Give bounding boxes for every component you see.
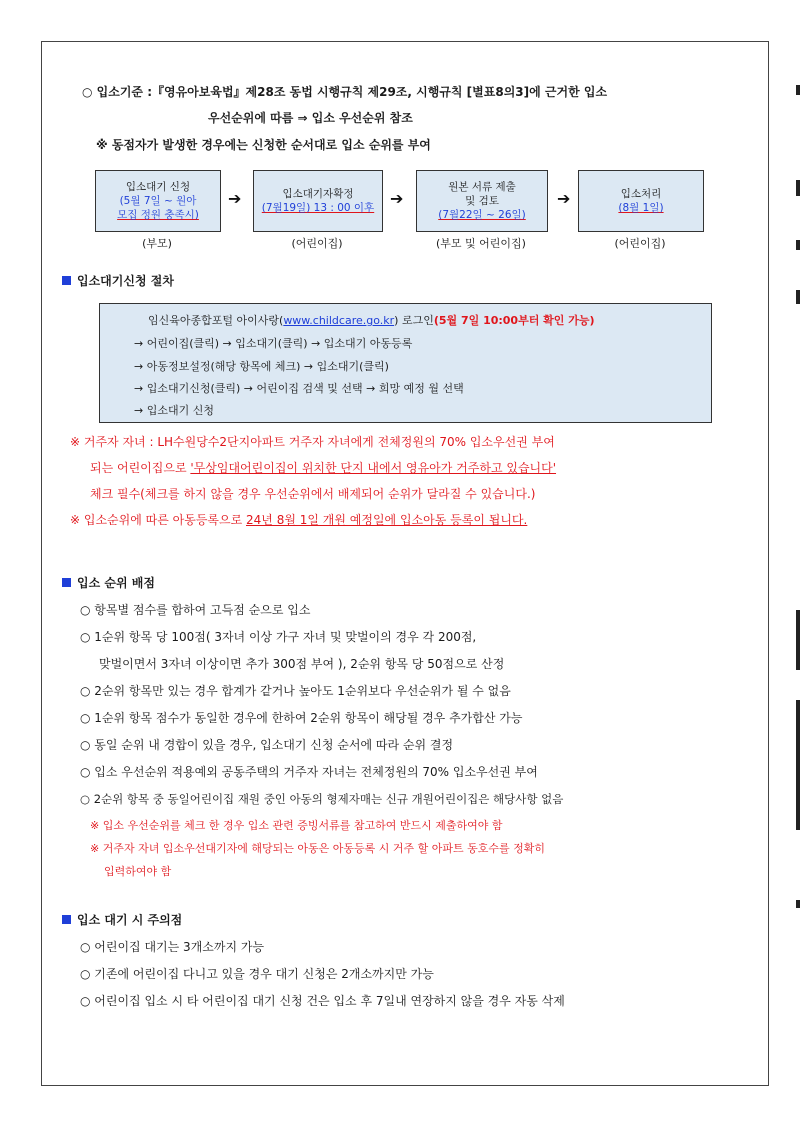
- ranking-item: ○ 2순위 항목만 있는 경우 합계가 같거나 높아도 1순위보다 우선순위가 될 수 없음: [80, 684, 511, 698]
- flow-step-title: 입소대기 신청: [125, 181, 191, 193]
- procedure-box: [99, 303, 712, 423]
- procedure-heading: [62, 273, 174, 289]
- flow-step-1: [95, 170, 221, 232]
- flow-step-3: [416, 170, 548, 232]
- flow-step-detail: (7월19일) 13 : 00 이후: [261, 202, 375, 214]
- procedure-heading-text: 입소대기신청 절차: [77, 274, 174, 288]
- ranking-red-note: ※ 입소 우선순위를 체크 한 경우 입소 관련 증빙서류를 참고하여 반드시 제출하여야 함: [90, 819, 503, 832]
- procedure-step: → 입소대기 신청: [134, 404, 214, 417]
- priority-note-text: ※ 입소순위에 따른 아동등록으로: [70, 513, 247, 527]
- bullet-square-icon: [62, 276, 71, 285]
- flow-step-detail: (7월22일 ~ 26일): [438, 209, 526, 221]
- resident-note-line-3: 체크 필수(체크를 하지 않을 경우 우선순위에서 배제되어 순위가 달라질 수 있습니다.): [90, 487, 536, 501]
- criteria-line-1: ○ 입소기준 :『영유아보육법』제28조 동법 시행규칙 제29조, 시행규칙 [별표8의3]에 근거한 입소: [82, 85, 608, 99]
- ranking-item: ○ 1순위 항목 점수가 동일한 경우에 한하여 2순위 항목이 해당될 경우 추가합산 가능: [80, 711, 523, 725]
- flow-step-detail: 및 검토: [465, 195, 499, 207]
- flow-step-1-actor: (부모): [142, 237, 172, 250]
- ranking-heading-text: 입소 순위 배점: [77, 576, 155, 590]
- ranking-item: ○ 항목별 점수를 합하여 고득점 순으로 입소: [80, 603, 311, 617]
- flow-step-detail: (8월 1일): [618, 202, 664, 214]
- ranking-red-note: ※ 거주자 자녀 입소우선대기자에 해당되는 아동은 아동등록 시 거주 할 아파트 동호수를 정확히: [90, 842, 545, 855]
- flow-arrow-icon: ➔: [390, 189, 404, 208]
- flow-step-title: 입소대기자확정: [282, 188, 354, 200]
- priority-note-highlight: 24년 8월 1일 개원 예정일에 입소아동 등록이 됩니다.: [246, 513, 528, 527]
- resident-checkbox-label: '무상임대어린이집이 위치한 단지 내에서 영유아가 거주하고 있습니다': [190, 461, 557, 475]
- ranking-item: ○ 1순위 항목 당 100점( 3자녀 이상 가구 자녀 및 맞벌이의 경우 각 200점,: [80, 630, 477, 644]
- flow-step-4-actor: (어린이집): [614, 237, 666, 250]
- priority-note: [70, 512, 527, 528]
- portal-login-suffix: ) 로그인: [394, 314, 434, 327]
- resident-note-line-1: ※ 거주자 자녀 : LH수원당수2단지아파트 거주자 자녀에게 전체정원의 70% 입소우선권 부여: [70, 435, 555, 449]
- cautions-heading-text: 입소 대기 시 주의점: [77, 913, 183, 927]
- ranking-red-note: 입력하여야 함: [104, 865, 172, 878]
- flow-step-4: [578, 170, 704, 232]
- resident-note-text: 되는 어린이집으로: [90, 461, 191, 475]
- bullet-square-icon: [62, 578, 71, 587]
- portal-date-note: (5월 7일 10:00부터 확인 가능): [433, 314, 595, 327]
- ranking-item: 맞벌이면서 3자녀 이상이면 추가 300점 부여 ), 2순위 항목 당 50점으로 산정: [99, 657, 505, 671]
- flow-step-3-actor: (부모 및 어린이집): [436, 237, 526, 250]
- portal-login-line: [148, 312, 595, 328]
- flow-step-detail: 모집 정원 충족시): [117, 209, 199, 221]
- ranking-item: ○ 입소 우선순위 적용예외 공동주택의 거주자 자녀는 전체정원의 70% 입소우선권 부여: [80, 765, 538, 779]
- portal-login-text: 임신육아종합포털 아이사랑(: [148, 314, 284, 327]
- flow-step-detail: (5월 7일 ~ 원아: [119, 195, 197, 207]
- flow-step-title: 원본 서류 제출: [448, 181, 516, 193]
- caution-item: ○ 어린이집 입소 시 타 어린이집 대기 신청 건은 입소 후 7일내 연장하지 않을 경우 자동 삭제: [80, 994, 565, 1008]
- flow-step-title: 입소처리: [620, 188, 662, 200]
- ranking-item: ○ 동일 순위 내 경합이 있을 경우, 입소대기 신청 순서에 따라 순위 결정: [80, 738, 454, 752]
- ranking-item: ○ 2순위 항목 중 동일어린이집 재원 중인 아동의 형제자매는 신규 개원어린이집은 해당사항 없음: [80, 792, 564, 806]
- ranking-heading: [62, 575, 155, 591]
- cautions-heading: [62, 912, 182, 928]
- flow-step-2: [253, 170, 383, 232]
- portal-url-link[interactable]: www.childcare.go.kr: [283, 314, 395, 327]
- flow-arrow-icon: ➔: [557, 189, 571, 208]
- tie-note: ※ 동점자가 발생한 경우에는 신청한 순서대로 입소 순위를 부여: [96, 138, 431, 152]
- procedure-step: → 아동정보설정(해당 항목에 체크) → 입소대기(클릭): [134, 360, 389, 373]
- flow-step-2-actor: (어린이집): [291, 237, 343, 250]
- procedure-step: → 어린이집(클릭) → 입소대기(클릭) → 입소대기 아동등록: [134, 337, 413, 350]
- resident-note-line-2: [90, 460, 556, 476]
- caution-item: ○ 어린이집 대기는 3개소까지 가능: [80, 940, 265, 954]
- caution-item: ○ 기존에 어린이집 다니고 있을 경우 대기 신청은 2개소까지만 가능: [80, 967, 434, 981]
- flow-arrow-icon: ➔: [228, 189, 242, 208]
- bullet-square-icon: [62, 915, 71, 924]
- procedure-step: → 입소대기신청(클릭) → 어린이집 검색 및 선택 → 희망 예정 월 선택: [134, 382, 464, 395]
- criteria-line-2: 우선순위에 따름 ⇒ 입소 우선순위 참조: [208, 111, 413, 125]
